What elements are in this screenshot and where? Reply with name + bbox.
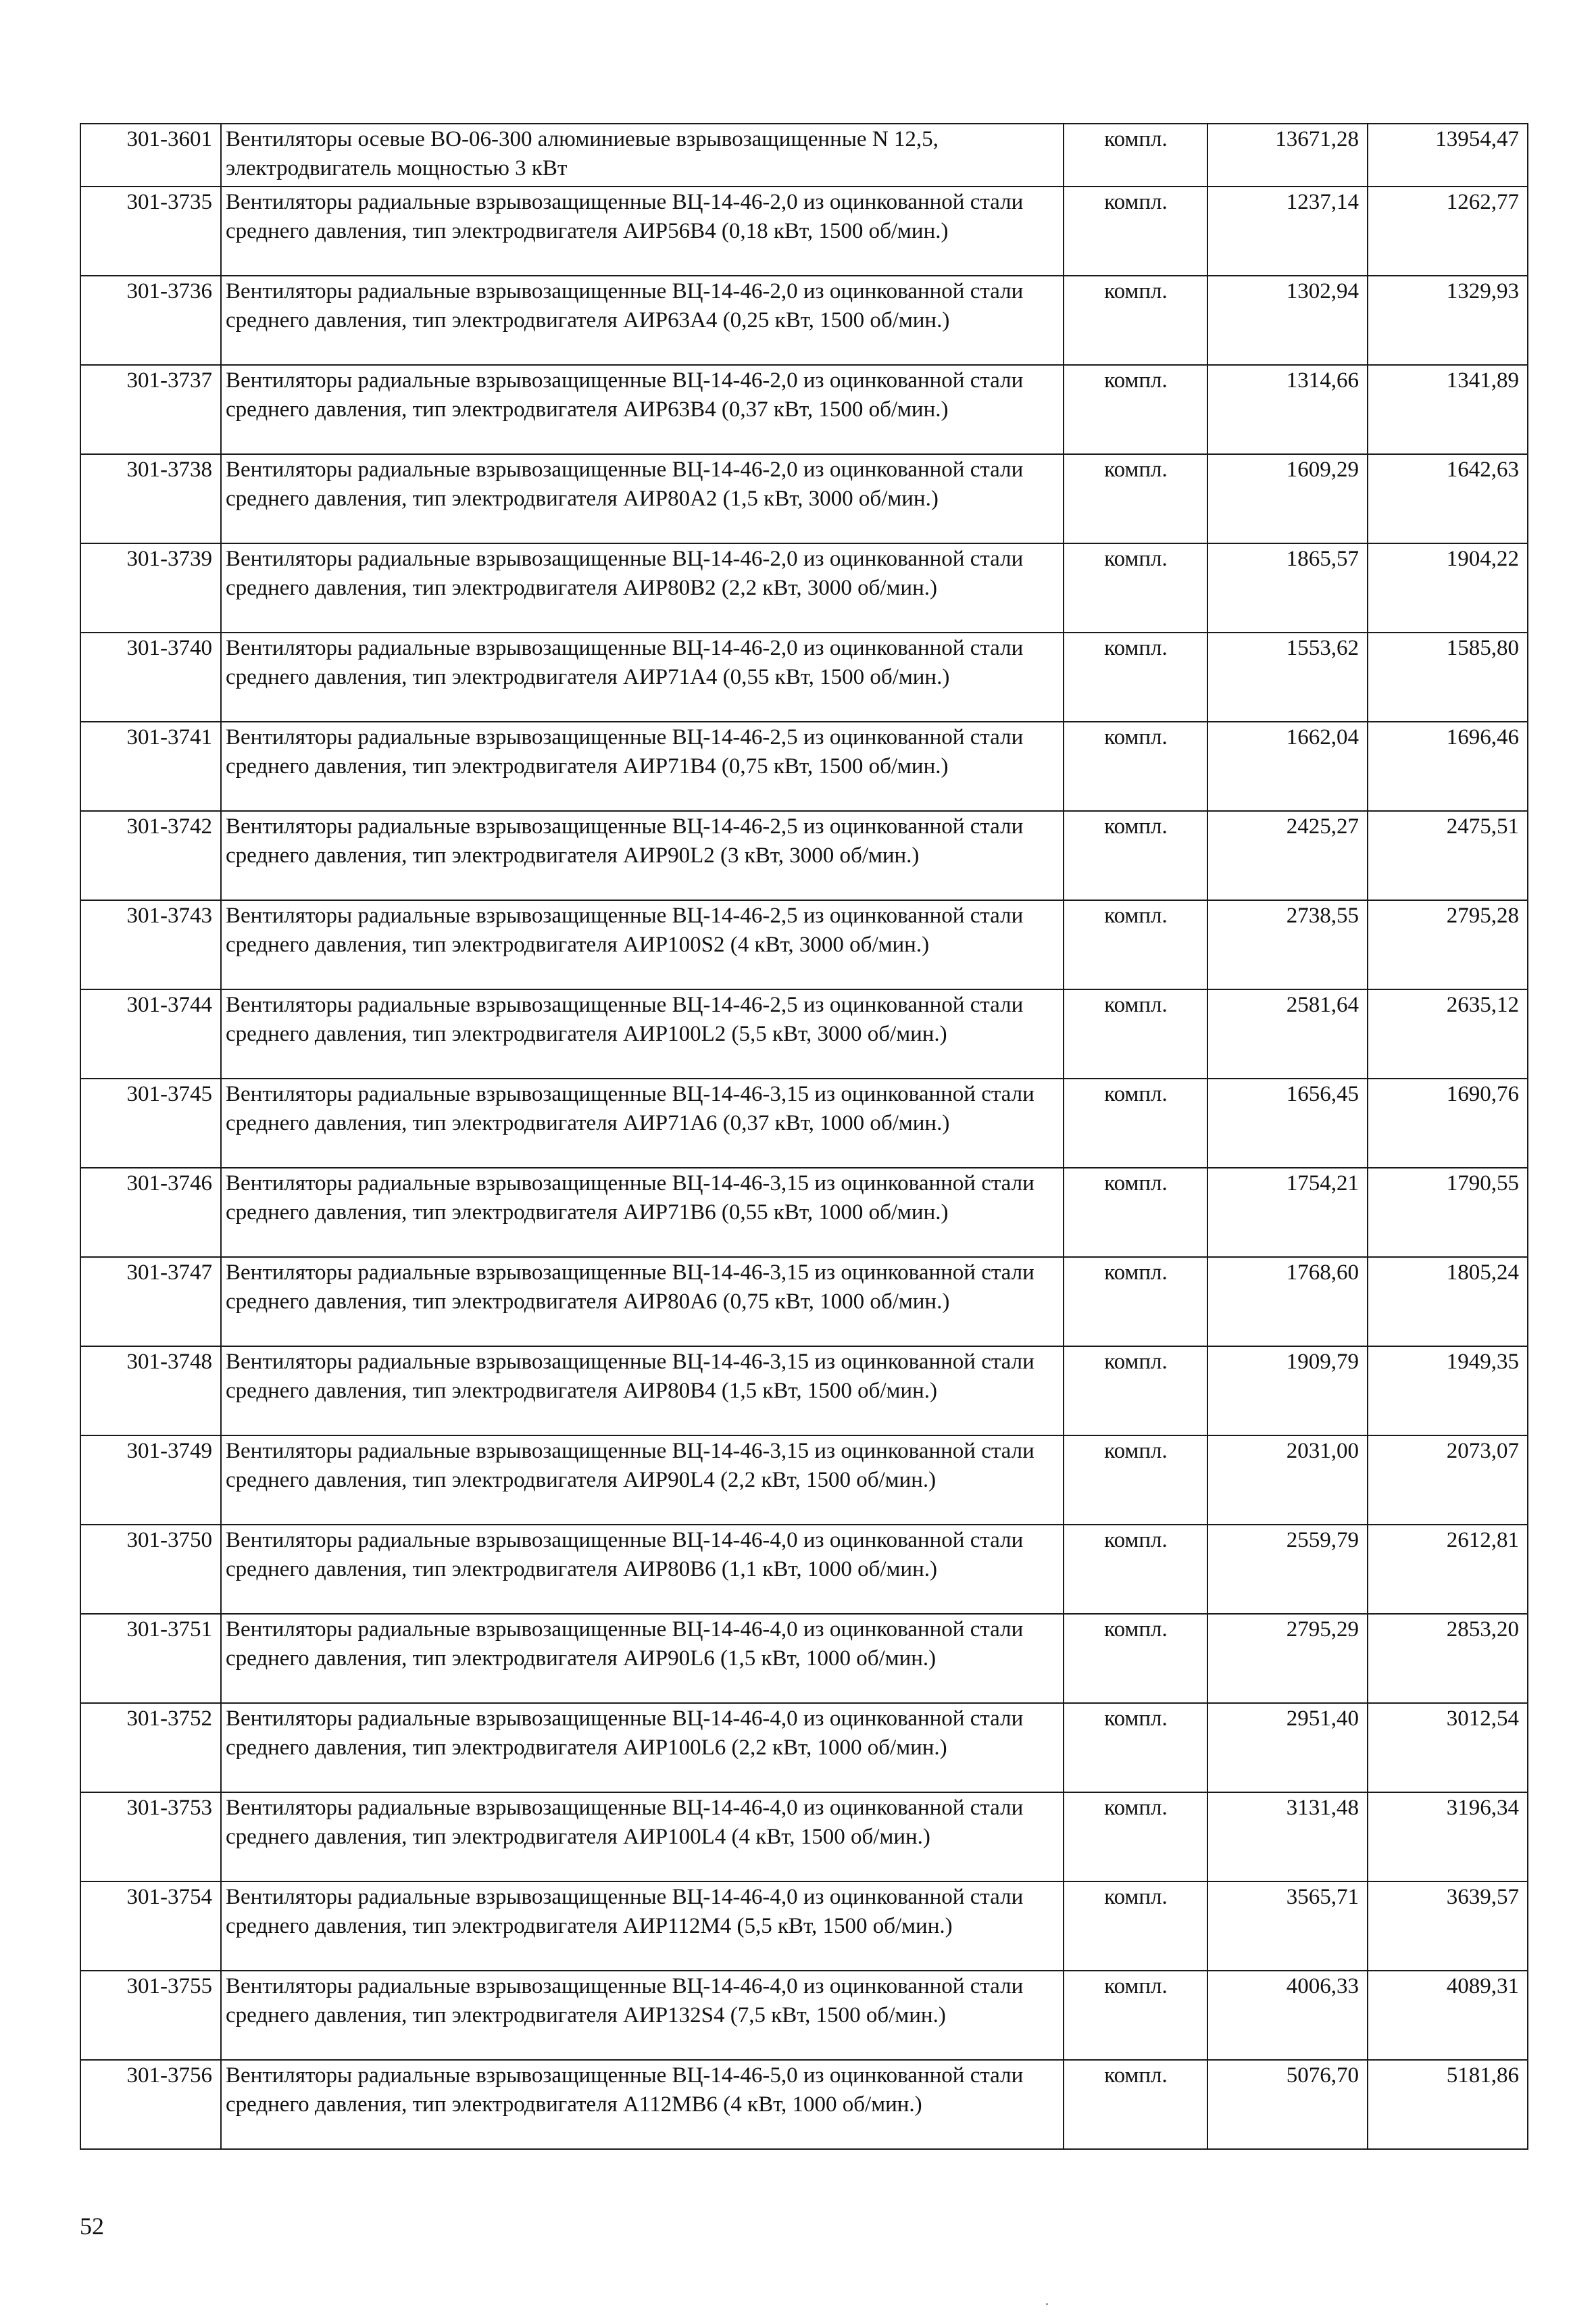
unit-cell: компл. [1064, 454, 1207, 543]
item-name-cell: Вентиляторы радиальные взрывозащищенные ВЦ-14-46-2,0 из оцинкованной стали среднего давления, тип электродвигателя АИР63В4 (0,37 кВт, 1500 об/мин.) [221, 365, 1064, 454]
unit-cell: компл. [1064, 1079, 1207, 1168]
table-row [80, 811, 1528, 900]
item-code-cell: 301-3751 [80, 1614, 221, 1703]
price-cell-1: 2559,79 [1207, 1525, 1368, 1614]
unit-cell: компл. [1064, 1971, 1207, 2060]
table-row [80, 2060, 1528, 2149]
item-name-cell: Вентиляторы радиальные взрывозащищенные ВЦ-14-46-4,0 из оцинкованной стали среднего давления, тип электродвигателя АИР90L6 (1,5 кВт, 1000 об/мин.) [221, 1614, 1064, 1703]
table-row [80, 1971, 1528, 2060]
table-row [80, 633, 1528, 722]
unit-cell: компл. [1064, 365, 1207, 454]
price-cell-1: 2951,40 [1207, 1703, 1368, 1792]
table-row [80, 543, 1528, 633]
item-name-cell: Вентиляторы радиальные взрывозащищенные ВЦ-14-46-4,0 из оцинкованной стали среднего давления, тип электродвигателя АИР132S4 (7,5 кВт, 1500 об/мин.) [221, 1971, 1064, 2060]
price-cell-1: 1656,45 [1207, 1079, 1368, 1168]
unit-cell: компл. [1064, 1346, 1207, 1435]
item-code-cell: 301-3744 [80, 989, 221, 1079]
item-name-cell: Вентиляторы радиальные взрывозащищенные ВЦ-14-46-4,0 из оцинкованной стали среднего давления, тип электродвигателя АИР80В6 (1,1 кВт, 1000 об/мин.) [221, 1525, 1064, 1614]
price-cell-1: 2795,29 [1207, 1614, 1368, 1703]
price-cell-1: 1909,79 [1207, 1346, 1368, 1435]
item-name-cell: Вентиляторы радиальные взрывозащищенные ВЦ-14-46-3,15 из оцинкованной стали среднего давления, тип электродвигателя АИР90L4 (2,2 кВт, 1500 об/мин.) [221, 1435, 1064, 1525]
table-row [80, 365, 1528, 454]
item-code-cell: 301-3756 [80, 2060, 221, 2149]
price-cell-1: 5076,70 [1207, 2060, 1368, 2149]
item-code-cell: 301-3747 [80, 1257, 221, 1346]
item-code-cell: 301-3738 [80, 454, 221, 543]
price-cell-1: 2581,64 [1207, 989, 1368, 1079]
item-name-cell: Вентиляторы радиальные взрывозащищенные ВЦ-14-46-3,15 из оцинкованной стали среднего давления, тип электродвигателя АИР80В4 (1,5 кВт, 1500 об/мин.) [221, 1346, 1064, 1435]
price-cell-2: 3196,34 [1368, 1792, 1528, 1881]
price-cell-1: 1662,04 [1207, 722, 1368, 811]
price-cell-1: 1609,29 [1207, 454, 1368, 543]
item-name-cell: Вентиляторы радиальные взрывозащищенные ВЦ-14-46-2,5 из оцинкованной стали среднего давления, тип электродвигателя АИР71В4 (0,75 кВт, 1500 об/мин.) [221, 722, 1064, 811]
price-table-body [80, 124, 1528, 2149]
price-cell-2: 2475,51 [1368, 811, 1528, 900]
item-code-cell: 301-3601 [80, 124, 221, 187]
item-name-cell: Вентиляторы радиальные взрывозащищенные ВЦ-14-46-2,0 из оцинкованной стали среднего давления, тип электродвигателя АИР63А4 (0,25 кВт, 1500 об/мин.) [221, 276, 1064, 365]
price-cell-1: 1865,57 [1207, 543, 1368, 633]
item-name-cell: Вентиляторы радиальные взрывозащищенные ВЦ-14-46-3,15 из оцинкованной стали среднего давления, тип электродвигателя АИР80А6 (0,75 кВт, 1000 об/мин.) [221, 1257, 1064, 1346]
price-cell-2: 13954,47 [1368, 124, 1528, 187]
table-row [80, 187, 1528, 276]
item-code-cell: 301-3740 [80, 633, 221, 722]
price-cell-2: 2795,28 [1368, 900, 1528, 989]
item-name-cell: Вентиляторы радиальные взрывозащищенные ВЦ-14-46-2,5 из оцинкованной стали среднего давления, тип электродвигателя АИР90L2 (3 кВт, 3000 об/мин.) [221, 811, 1064, 900]
unit-cell: компл. [1064, 900, 1207, 989]
price-cell-2: 2853,20 [1368, 1614, 1528, 1703]
table-row [80, 124, 1528, 187]
unit-cell: компл. [1064, 633, 1207, 722]
item-code-cell: 301-3750 [80, 1525, 221, 1614]
table-row [80, 454, 1528, 543]
item-name-cell: Вентиляторы радиальные взрывозащищенные ВЦ-14-46-4,0 из оцинкованной стали среднего давления, тип электродвигателя АИР112М4 (5,5 кВт, 1500 об/мин.) [221, 1881, 1064, 1971]
price-cell-2: 2073,07 [1368, 1435, 1528, 1525]
table-row [80, 1257, 1528, 1346]
price-cell-1: 1302,94 [1207, 276, 1368, 365]
unit-cell: компл. [1064, 543, 1207, 633]
price-table [80, 123, 1528, 2150]
price-cell-1: 13671,28 [1207, 124, 1368, 187]
item-name-cell: Вентиляторы радиальные взрывозащищенные ВЦ-14-46-2,0 из оцинкованной стали среднего давления, тип электродвигателя АИР56В4 (0,18 кВт, 1500 об/мин.) [221, 187, 1064, 276]
item-code-cell: 301-3735 [80, 187, 221, 276]
table-row [80, 1168, 1528, 1257]
item-code-cell: 301-3748 [80, 1346, 221, 1435]
price-cell-1: 3131,48 [1207, 1792, 1368, 1881]
price-cell-2: 1329,93 [1368, 276, 1528, 365]
item-code-cell: 301-3753 [80, 1792, 221, 1881]
item-name-cell: Вентиляторы радиальные взрывозащищенные ВЦ-14-46-2,0 из оцинкованной стали среднего давления, тип электродвигателя АИР71А4 (0,55 кВт, 1500 об/мин.) [221, 633, 1064, 722]
item-name-cell: Вентиляторы радиальные взрывозащищенные ВЦ-14-46-3,15 из оцинкованной стали среднего давления, тип электродвигателя АИР71В6 (0,55 кВт, 1000 об/мин.) [221, 1168, 1064, 1257]
unit-cell: компл. [1064, 1168, 1207, 1257]
table-row [80, 1881, 1528, 1971]
price-cell-2: 1696,46 [1368, 722, 1528, 811]
price-cell-1: 2031,00 [1207, 1435, 1368, 1525]
table-row [80, 1703, 1528, 1792]
price-cell-1: 1754,21 [1207, 1168, 1368, 1257]
unit-cell: компл. [1064, 1525, 1207, 1614]
table-row [80, 1792, 1528, 1881]
price-cell-2: 1690,76 [1368, 1079, 1528, 1168]
price-cell-2: 2612,81 [1368, 1525, 1528, 1614]
item-name-cell: Вентиляторы радиальные взрывозащищенные ВЦ-14-46-2,0 из оцинкованной стали среднего давления, тип электродвигателя АИР80В2 (2,2 кВт, 3000 об/мин.) [221, 543, 1064, 633]
unit-cell: компл. [1064, 989, 1207, 1079]
price-cell-1: 2738,55 [1207, 900, 1368, 989]
item-code-cell: 301-3739 [80, 543, 221, 633]
price-cell-1: 1553,62 [1207, 633, 1368, 722]
item-name-cell: Вентиляторы радиальные взрывозащищенные ВЦ-14-46-2,0 из оцинкованной стали среднего давления, тип электродвигателя АИР80А2 (1,5 кВт, 3000 об/мин.) [221, 454, 1064, 543]
unit-cell: компл. [1064, 2060, 1207, 2149]
table-row [80, 1614, 1528, 1703]
price-cell-1: 4006,33 [1207, 1971, 1368, 2060]
item-code-cell: 301-3737 [80, 365, 221, 454]
item-code-cell: 301-3741 [80, 722, 221, 811]
table-row [80, 1346, 1528, 1435]
item-code-cell: 301-3749 [80, 1435, 221, 1525]
item-name-cell: Вентиляторы осевые ВО-06-300 алюминиевые взрывозащищенные N 12,5, электродвигатель мощностью 3 кВт [221, 124, 1064, 187]
table-row [80, 1435, 1528, 1525]
price-cell-1: 2425,27 [1207, 811, 1368, 900]
price-cell-2: 5181,86 [1368, 2060, 1528, 2149]
item-name-cell: Вентиляторы радиальные взрывозащищенные ВЦ-14-46-2,5 из оцинкованной стали среднего давления, тип электродвигателя АИР100S2 (4 кВт, 3000 об/мин.) [221, 900, 1064, 989]
item-name-cell: Вентиляторы радиальные взрывозащищенные ВЦ-14-46-4,0 из оцинкованной стали среднего давления, тип электродвигателя АИР100L6 (2,2 кВт, 1000 об/мин.) [221, 1703, 1064, 1792]
item-code-cell: 301-3742 [80, 811, 221, 900]
unit-cell: компл. [1064, 1257, 1207, 1346]
item-code-cell: 301-3736 [80, 276, 221, 365]
table-row [80, 276, 1528, 365]
unit-cell: компл. [1064, 124, 1207, 187]
page-number: 52 [80, 2213, 104, 2240]
item-name-cell: Вентиляторы радиальные взрывозащищенные ВЦ-14-46-3,15 из оцинкованной стали среднего давления, тип электродвигателя АИР71А6 (0,37 кВт, 1000 об/мин.) [221, 1079, 1064, 1168]
item-code-cell: 301-3754 [80, 1881, 221, 1971]
unit-cell: компл. [1064, 1792, 1207, 1881]
price-cell-2: 1585,80 [1368, 633, 1528, 722]
unit-cell: компл. [1064, 187, 1207, 276]
table-row [80, 900, 1528, 989]
table-row [80, 989, 1528, 1079]
table-row [80, 722, 1528, 811]
unit-cell: компл. [1064, 1435, 1207, 1525]
unit-cell: компл. [1064, 276, 1207, 365]
unit-cell: компл. [1064, 1614, 1207, 1703]
unit-cell: компл. [1064, 811, 1207, 900]
scan-speck [1046, 2303, 1048, 2305]
price-cell-1: 1768,60 [1207, 1257, 1368, 1346]
table-row [80, 1079, 1528, 1168]
unit-cell: компл. [1064, 722, 1207, 811]
price-cell-2: 1805,24 [1368, 1257, 1528, 1346]
unit-cell: компл. [1064, 1703, 1207, 1792]
item-name-cell: Вентиляторы радиальные взрывозащищенные ВЦ-14-46-5,0 из оцинкованной стали среднего давления, тип электродвигателя А112МВ6 (4 кВт, 1000 об/мин.) [221, 2060, 1064, 2149]
item-code-cell: 301-3752 [80, 1703, 221, 1792]
price-cell-2: 1341,89 [1368, 365, 1528, 454]
price-cell-2: 1642,63 [1368, 454, 1528, 543]
item-name-cell: Вентиляторы радиальные взрывозащищенные ВЦ-14-46-2,5 из оцинкованной стали среднего давления, тип электродвигателя АИР100L2 (5,5 кВт, 3000 об/мин.) [221, 989, 1064, 1079]
price-cell-2: 2635,12 [1368, 989, 1528, 1079]
price-cell-2: 1904,22 [1368, 543, 1528, 633]
price-cell-1: 1237,14 [1207, 187, 1368, 276]
unit-cell: компл. [1064, 1881, 1207, 1971]
table-row [80, 1525, 1528, 1614]
price-cell-1: 1314,66 [1207, 365, 1368, 454]
price-cell-2: 1790,55 [1368, 1168, 1528, 1257]
item-code-cell: 301-3745 [80, 1079, 221, 1168]
price-cell-2: 3639,57 [1368, 1881, 1528, 1971]
price-cell-2: 1949,35 [1368, 1346, 1528, 1435]
item-code-cell: 301-3743 [80, 900, 221, 989]
item-name-cell: Вентиляторы радиальные взрывозащищенные ВЦ-14-46-4,0 из оцинкованной стали среднего давления, тип электродвигателя АИР100L4 (4 кВт, 1500 об/мин.) [221, 1792, 1064, 1881]
item-code-cell: 301-3755 [80, 1971, 221, 2060]
price-cell-2: 3012,54 [1368, 1703, 1528, 1792]
price-cell-2: 4089,31 [1368, 1971, 1528, 2060]
price-cell-2: 1262,77 [1368, 187, 1528, 276]
item-code-cell: 301-3746 [80, 1168, 221, 1257]
price-cell-1: 3565,71 [1207, 1881, 1368, 1971]
